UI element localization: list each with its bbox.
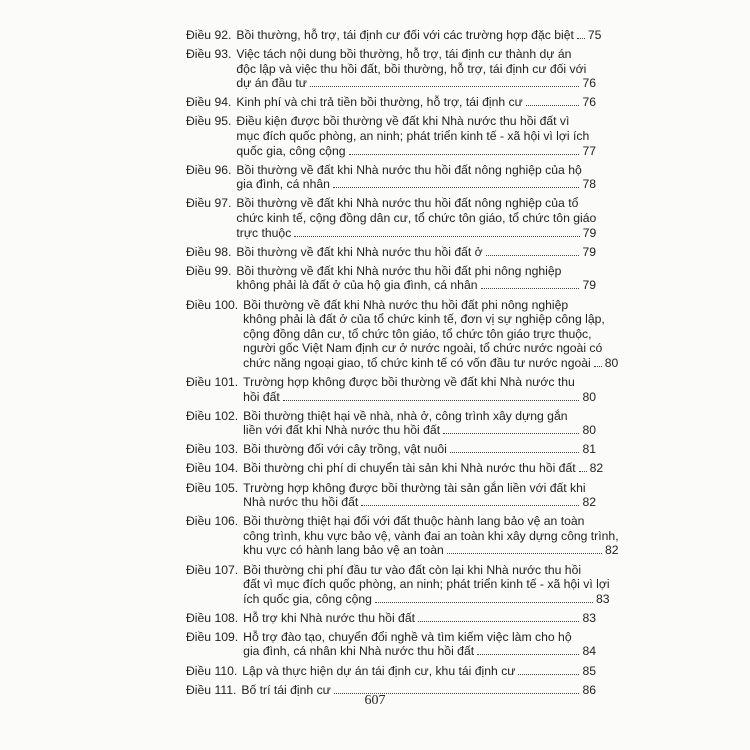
- page-ref: 76: [582, 76, 596, 91]
- page-ref: 80: [604, 355, 619, 370]
- page-ref: 80: [582, 423, 596, 438]
- title-last-line: [243, 356, 618, 371]
- toc-entry: [186, 481, 596, 510]
- dot-leader: [333, 187, 580, 188]
- dot-leader: [375, 602, 593, 603]
- page-ref: 83: [582, 610, 596, 625]
- article-number: Điều 105.: [186, 480, 239, 495]
- page-ref: 79: [582, 244, 596, 259]
- page-ref: 75: [587, 28, 602, 42]
- article-title: [236, 264, 596, 293]
- title-line: Kinh phí và chi trả tiền bồi thường, hỗ trợ, tái định cư: [236, 95, 523, 110]
- toc-entry: [186, 114, 596, 158]
- title-last-line: [236, 144, 596, 159]
- title-line: Bồi thường chi phí đầu tư vào đất còn lại khi Nhà nước thu hồi: [243, 562, 582, 577]
- article-title: [236, 245, 596, 260]
- article-number: Điều 94.: [186, 95, 232, 110]
- article-number: Điều 109.: [186, 629, 239, 644]
- title-line: gia đình, cá nhân: [236, 177, 330, 192]
- dot-leader: [349, 154, 580, 155]
- article-title: [243, 375, 596, 404]
- title-line: Hỗ trợ khi Nhà nước thu hồi đất: [243, 610, 415, 625]
- title-line: Lập và thực hiện dự án tái định cư, khu tái định cư: [242, 663, 516, 678]
- title-line: chức kinh tế, cộng đồng dân cư, tổ chức tôn giáo, tổ chức tôn giáo: [236, 211, 597, 226]
- dot-leader: [486, 255, 580, 256]
- title-last-line: [243, 495, 596, 510]
- article-number: Điều 92.: [186, 28, 232, 42]
- article-title: [236, 196, 596, 240]
- title-line: Bồi thường về đất khi Nhà nước thu hồi đất nông nghiệp của tổ: [236, 196, 579, 211]
- dot-leader: [526, 105, 580, 106]
- toc-entry: [186, 664, 596, 679]
- title-line: Điều kiện được bồi thường về đất khi Nhà nước thu hồi đất vì: [236, 114, 570, 129]
- title-last-line: [243, 543, 618, 558]
- title-line: không phải là đất ở của tổ chức kinh tế, đơn vị sự nghiệp công lập,: [243, 312, 605, 327]
- title-line: Trường hợp không được bồi thường tài sản gắn liền với đất khi: [243, 480, 586, 495]
- toc-entry: [186, 514, 619, 558]
- title-line: Hỗ trợ đào tạo, chuyển đổi nghề và tìm kiếm việc làm cho hộ: [243, 629, 572, 644]
- table-of-contents: [186, 28, 619, 702]
- page-ref: 82: [605, 543, 619, 558]
- toc-entry: [186, 245, 596, 260]
- title-line: Nhà nước thu hồi đất: [243, 495, 359, 510]
- page-ref: 82: [582, 495, 596, 510]
- title-line: Bồi thường về đất khi Nhà nước thu hồi đất phi nông nghiệp: [243, 297, 569, 312]
- article-number: Điều 103.: [186, 442, 239, 457]
- dot-leader: [577, 38, 585, 39]
- article-number: Điều 99.: [186, 263, 232, 278]
- title-last-line: [236, 95, 596, 110]
- dot-leader: [481, 288, 580, 289]
- article-number: Điều 106.: [186, 514, 239, 529]
- toc-entry: [186, 461, 604, 476]
- article-number: Điều 95.: [186, 114, 232, 129]
- title-line: Bồi thường về đất khi Nhà nước thu hồi đất ở: [236, 244, 483, 259]
- title-line: cộng đồng dân cư, tổ chức tôn giáo, tổ chức tôn giáo trực thuộc,: [243, 326, 592, 341]
- toc-entry: [186, 163, 596, 192]
- title-line: đất vì mục đích quốc phòng, an ninh; phát triển kinh tế - xã hội vì lợi: [243, 577, 610, 592]
- dot-leader: [518, 674, 579, 675]
- article-title: [243, 409, 596, 438]
- article-title: [236, 47, 596, 91]
- article-title: [243, 442, 596, 457]
- page-ref: 76: [582, 95, 596, 110]
- title-line: quốc gia, công cộng: [236, 143, 346, 158]
- page-ref: 79: [582, 225, 597, 240]
- title-last-line: [243, 644, 596, 659]
- title-line: độc lập và việc thu hồi đất, bồi thường, hỗ trợ, tái định cư đối với: [236, 61, 587, 76]
- title-line: Trường hợp không được bồi thường về đất khi Nhà nước thu: [243, 374, 575, 389]
- page-ref: 86: [582, 682, 596, 697]
- title-last-line: [236, 226, 596, 241]
- article-title: [236, 114, 596, 158]
- article-title: [242, 664, 596, 679]
- dot-leader: [283, 400, 580, 401]
- title-line: Bồi thường thiệt hại đối với đất thuộc hành lang bảo vệ an toàn: [243, 514, 585, 529]
- article-number: Điều 97.: [186, 196, 232, 211]
- dot-leader: [418, 621, 579, 622]
- title-line: người gốc Việt Nam định cư ở nước ngoài, tổ chức nước ngoài có: [243, 341, 603, 356]
- article-number: Điều 108.: [186, 610, 239, 625]
- toc-entry: [186, 28, 602, 43]
- dot-leader: [447, 553, 602, 554]
- page-ref: 85: [582, 663, 596, 678]
- title-last-line: [242, 664, 596, 679]
- article-number: Điều 110.: [186, 663, 238, 678]
- toc-entry: [186, 409, 596, 438]
- article-number: Điều 100.: [186, 297, 239, 312]
- article-title: [243, 563, 609, 607]
- title-last-line: [243, 423, 596, 438]
- toc-entry: [186, 562, 610, 607]
- article-number: Điều 102.: [186, 408, 239, 423]
- page-ref: 79: [582, 278, 596, 293]
- title-line: liền với đất khi Nhà nước thu hồi đất: [243, 423, 441, 438]
- page-ref: 80: [582, 389, 596, 404]
- article-title: [243, 630, 596, 659]
- toc-entry: [186, 47, 596, 91]
- title-line: Bồi thường đối với cây trồng, vật nuôi: [243, 442, 447, 457]
- article-title: [236, 28, 601, 43]
- page-ref: 82: [589, 461, 604, 476]
- title-last-line: [236, 177, 596, 192]
- toc-entry: [186, 630, 596, 659]
- title-line: hồi đất: [243, 389, 280, 404]
- toc-entry: [186, 95, 596, 110]
- article-title: [243, 611, 596, 626]
- title-line: dự án đầu tư: [236, 76, 307, 91]
- title-last-line: [243, 442, 596, 457]
- toc-entry: [186, 264, 596, 293]
- article-title: [236, 95, 596, 110]
- title-line: Bồi thường thiệt hại về nhà, nhà ở, công trình xây dựng gắn: [243, 408, 568, 423]
- article-number: Điều 101.: [186, 374, 239, 389]
- title-line: Bồi thường về đất khi Nhà nước thu hồi đất phi nông nghiệp: [236, 263, 562, 278]
- dot-leader: [477, 654, 579, 655]
- dot-leader: [579, 471, 587, 472]
- article-title: [236, 163, 596, 192]
- title-line: không phải là đất ở của hộ gia đình, cá nhân: [236, 278, 478, 293]
- title-line: gia đình, cá nhân khi Nhà nước thu hồi đất: [243, 644, 475, 659]
- title-line: ích quốc gia, công cộng: [243, 591, 372, 606]
- title-line: Bố trí tái định cư: [241, 682, 331, 697]
- title-last-line: [243, 390, 596, 405]
- title-last-line: [243, 461, 603, 476]
- page-ref: 83: [596, 591, 610, 606]
- title-last-line: [243, 592, 609, 607]
- title-line: chức năng ngoại giao, tổ chức kinh tế có vốn đầu tư nước ngoài: [243, 355, 591, 370]
- article-number: Điều 96.: [186, 162, 232, 177]
- article-title: [243, 481, 596, 510]
- title-last-line: [236, 278, 596, 293]
- title-line: trực thuộc: [236, 225, 292, 240]
- article-title: [243, 298, 618, 371]
- title-line: công trình, khu vực bảo vệ, vành đai an toàn khi xây dựng công trình,: [243, 528, 619, 543]
- page-ref: 78: [582, 177, 596, 192]
- toc-entry: [186, 196, 596, 240]
- dot-leader: [594, 366, 602, 367]
- title-line: khu vực có hành lang bảo vệ an toàn: [243, 543, 444, 558]
- title-last-line: [236, 245, 596, 260]
- article-number: Điều 111.: [186, 682, 237, 697]
- dot-leader: [450, 452, 580, 453]
- article-number: Điều 104.: [186, 461, 239, 476]
- article-title: [243, 461, 603, 476]
- dot-leader: [310, 86, 580, 87]
- page-number: 607: [364, 693, 386, 708]
- dot-leader: [443, 433, 579, 434]
- title-last-line: [236, 28, 601, 43]
- toc-entry: [186, 442, 596, 457]
- article-number: Điều 93.: [186, 47, 232, 62]
- title-line: Bồi thường về đất khi Nhà nước thu hồi đất nông nghiệp của hộ: [236, 162, 582, 177]
- article-title: [243, 514, 618, 558]
- article-number: Điều 98.: [186, 244, 232, 259]
- title-last-line: [243, 611, 596, 626]
- article-number: Điều 107.: [186, 562, 239, 577]
- page-ref: 81: [582, 442, 596, 457]
- dot-leader: [361, 505, 579, 506]
- title-line: Bồi thường, hỗ trợ, tái định cư đối với các trường hợp đặc biệt: [236, 28, 574, 42]
- title-line: Bồi thường chi phí di chuyển tài sản khi Nhà nước thu hồi đất: [243, 461, 576, 476]
- title-line: Việc tách nội dung bồi thường, hỗ trợ, tái định cư thành dự án: [236, 47, 572, 62]
- toc-entry: [186, 611, 596, 626]
- toc-entry: [186, 297, 619, 371]
- dot-leader: [294, 236, 579, 237]
- title-last-line: [236, 76, 596, 91]
- title-line: mục đích quốc phòng, an ninh; phát triển kinh tế - xã hội vì lợi ích: [236, 129, 590, 144]
- toc-entry: [186, 375, 596, 404]
- page-ref: 84: [582, 644, 596, 659]
- page-ref: 77: [582, 143, 596, 158]
